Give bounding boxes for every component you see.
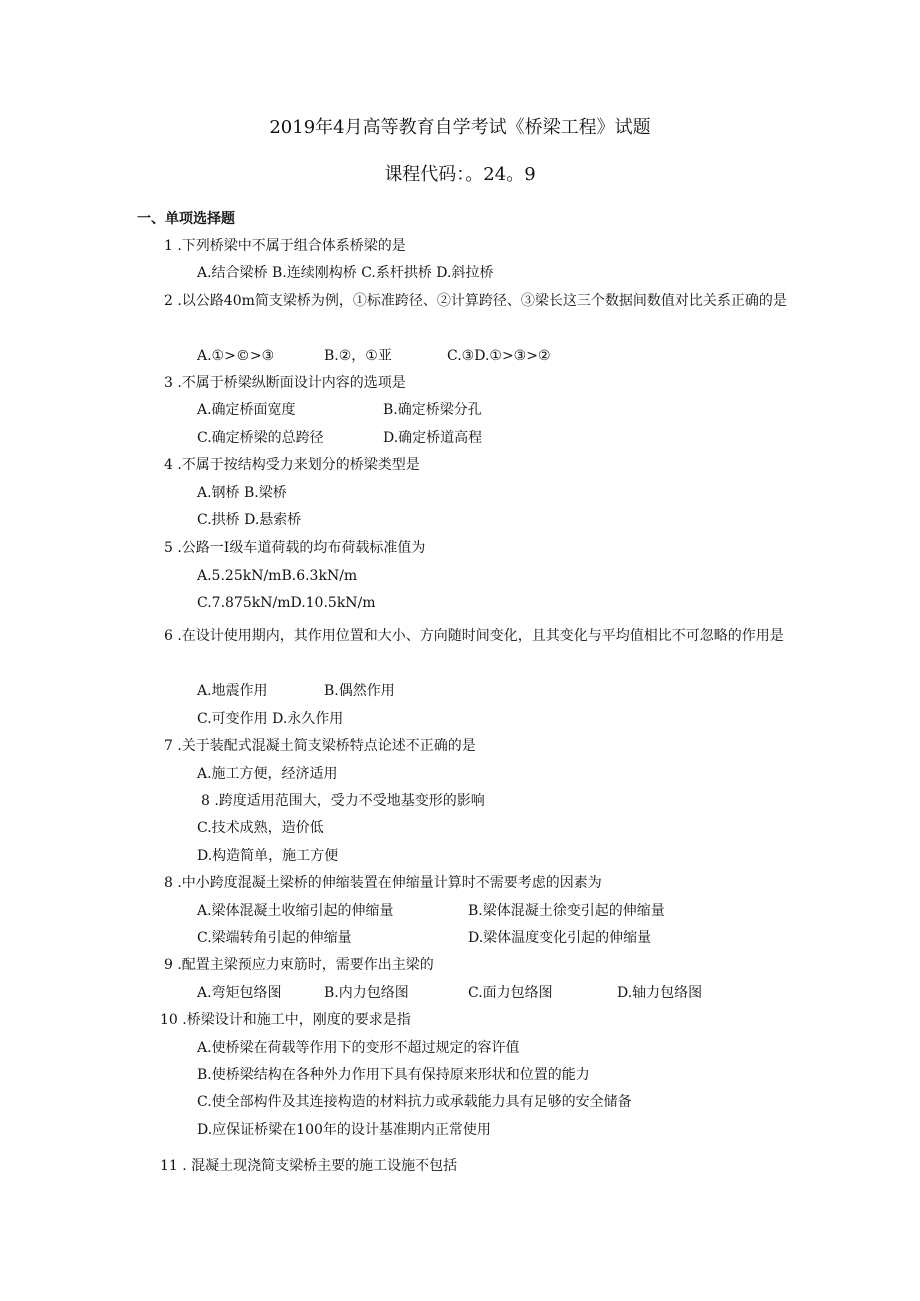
question-stem: 11 . 混凝土现浇简支梁桥主要的施工设施不包括 — [160, 1158, 458, 1174]
section-heading: 一、单项选择题 — [137, 211, 235, 227]
question-option: A.使桥梁在荷载等作用下的变形不超过规定的容许值 — [197, 1040, 520, 1056]
question-option: A.弯矩包络图 — [197, 985, 282, 1001]
question-stem: 10 .桥梁设计和施工中，刚度的要求是指 — [160, 1012, 411, 1028]
page-title: 2019年4月高等教育自学考试《桥梁工程》试题 — [269, 117, 651, 138]
question-stem: 6 .在设计使用期内，其作用位置和大小、方向随时间变化，且其变化与平均值相比不可忽略的作用是 — [164, 628, 784, 644]
question-option: C.梁端转角引起的伸缩量 — [197, 930, 352, 946]
question-option: D.构造简单，施工方便 — [197, 848, 339, 864]
question-option: D.确定桥道高程 — [383, 430, 483, 446]
question-option: B.梁体混凝土徐变引起的伸缩量 — [468, 903, 665, 919]
question-option: A.结合梁桥 B.连续刚构桥 C.系杆拱桥 D.斜拉桥 — [197, 265, 494, 281]
question-option: C.使全部构件及其连接构造的材料抗力或承载能力具有足够的安全储备 — [197, 1094, 632, 1110]
question-option: C.面力包络图 — [468, 985, 553, 1001]
question-option: D.梁体温度变化引起的伸缩量 — [468, 930, 652, 946]
question-option: A.钢桥 B.梁桥 — [197, 485, 287, 501]
question-stem: 1 .下列桥梁中不属于组合体系桥梁的是 — [164, 238, 406, 254]
question-option: D.轴力包络图 — [617, 985, 703, 1001]
question-option: D.应保证桥梁在100年的设计基准期内正常使用 — [197, 1122, 491, 1138]
question-option: B.内力包络图 — [324, 985, 409, 1001]
question-stem: 9 .配置主梁预应力束筋时，需要作出主梁的 — [164, 957, 434, 973]
question-stem: 8 .中小跨度混凝土梁桥的伸缩装置在伸缩量计算时不需要考虑的因素为 — [164, 875, 602, 891]
question-stem: 7 .关于装配式混凝土简支梁桥特点论述不正确的是 — [164, 738, 476, 754]
question-stem: 2 .以公路40m简支梁桥为例，①标准跨径、②计算跨径、③梁长这三个数据间数值对比关系正确的是 — [164, 293, 787, 309]
question-option: C.技术成熟，造价低 — [197, 820, 324, 836]
question-option: C.③D.①>③>② — [447, 348, 551, 364]
question-option: B.②，①亚 — [324, 348, 392, 364]
question-option: C.7.875kN/mD.10.5kN∕m — [197, 595, 376, 611]
question-option: B.确定桥梁分孔 — [383, 402, 482, 418]
question-option: A.确定桥面宽度 — [197, 402, 296, 418]
question-option: A.梁体混凝土收缩引起的伸缩量 — [197, 903, 394, 919]
question-option: A.施工方便，经济适用 — [197, 766, 338, 782]
question-option: C.可变作用 D.永久作用 — [197, 711, 344, 727]
question-option: C.拱桥 D.悬索桥 — [197, 512, 302, 528]
question-option: 8 .跨度适用范围大，受力不受地基变形的影响 — [201, 793, 485, 809]
question-option: A.①>©>③ — [197, 348, 275, 364]
question-stem: 3 .不属于桥梁纵断面设计内容的选项是 — [164, 375, 406, 391]
question-stem: 4 .不属于按结构受力来划分的桥梁类型是 — [164, 457, 420, 473]
question-option: B.使桥梁结构在各种外力作用下具有保持原来形状和位置的能力 — [197, 1067, 590, 1083]
question-option: B.偶然作用 — [324, 683, 395, 699]
course-code: 课程代码：。24。9 — [384, 164, 536, 185]
question-option: A.5.25kN/mB.6.3kN/m — [197, 568, 358, 584]
question-stem: 5 .公路一I级车道荷载的均布荷载标准值为 — [164, 540, 426, 556]
question-option: C.确定桥梁的总跨径 — [197, 430, 324, 446]
question-option: A.地震作用 — [197, 683, 268, 699]
